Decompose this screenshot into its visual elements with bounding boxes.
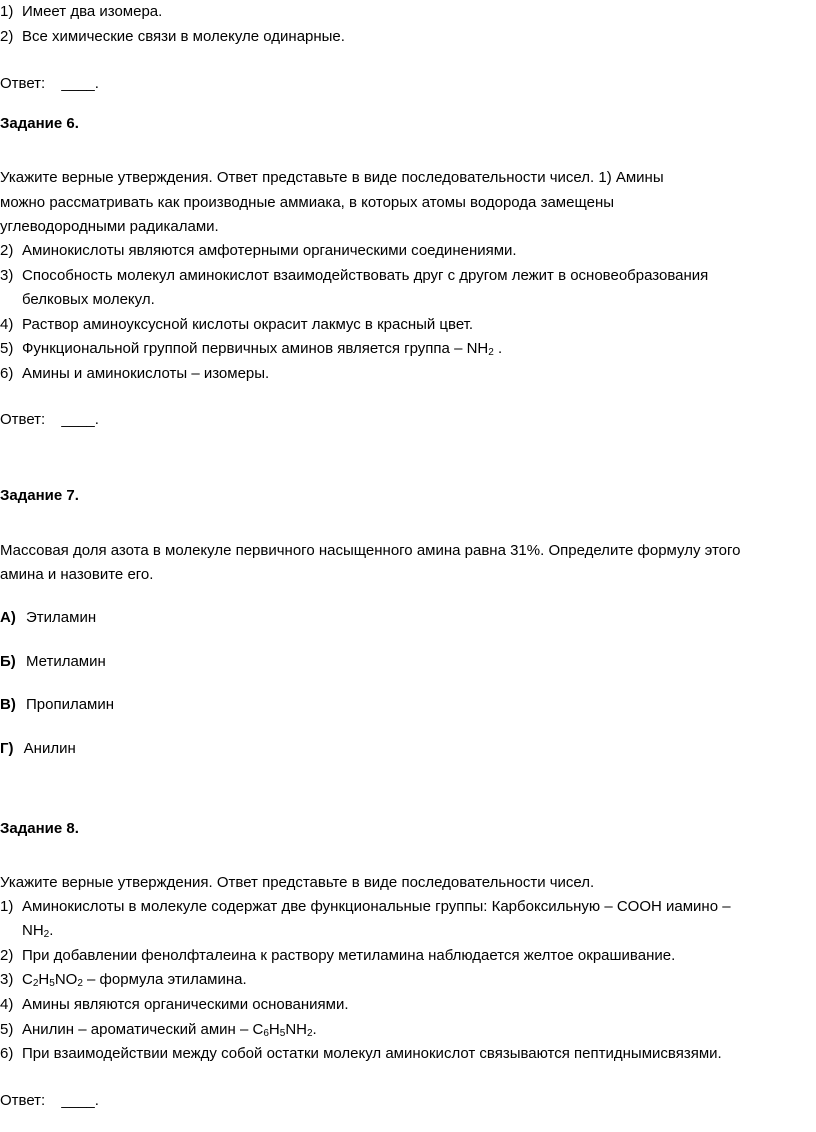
item-text: Способность молекул аминокислот взаимодействовать друг с другом лежит в основеобразования xyxy=(22,267,709,284)
formula-part: NO xyxy=(54,971,78,988)
option-item xyxy=(0,650,106,674)
subscript: 2 xyxy=(306,1028,313,1039)
subscript: 2 xyxy=(77,978,83,989)
subscript: 5 xyxy=(279,1028,286,1039)
item-number: 1) xyxy=(0,898,14,915)
subscript: 5 xyxy=(49,978,55,989)
item-number: 4) xyxy=(0,316,14,333)
answer-line xyxy=(0,408,99,432)
item-number: 6) xyxy=(0,365,14,382)
formula-part: C xyxy=(22,971,33,988)
item-text: Аминокислоты являются амфотерными органическими соединениями. xyxy=(22,242,517,259)
item-number: 2) xyxy=(0,242,14,259)
formula-part: NH xyxy=(285,1021,307,1038)
item-text xyxy=(22,968,247,992)
item-text: Амины и аминокислоты – изомеры. xyxy=(22,365,270,382)
task-8-prompt: Укажите верные утверждения. Ответ представьте в виде последовательности чисел. xyxy=(0,874,595,891)
text-part: . xyxy=(312,1021,317,1038)
task-6-title: Задание 6. xyxy=(0,115,79,132)
formula-part: H xyxy=(38,971,50,988)
item-text: При взаимодействии между собой остатки молекул аминокислот связываются пептиднымисвязями. xyxy=(22,1045,722,1062)
task-6-prompt: можно рассматривать как производные аммиака, в которых атомы водорода замещены xyxy=(0,194,615,211)
answer-label: Ответ: xyxy=(0,75,46,92)
item-text: Имеет два изомера. xyxy=(22,3,163,20)
answer-line xyxy=(0,72,99,96)
task-7-title: Задание 7. xyxy=(0,487,79,504)
item-text: Аминокислоты в молекуле содержат две функциональные группы: Карбоксильную – COOH иамино – xyxy=(22,898,731,915)
task-6-prompt: Укажите верные утверждения. Ответ представьте в виде последовательности чисел. 1) Амины xyxy=(0,169,664,186)
option-text: Этиламин xyxy=(26,609,97,626)
text-part: – формула этиламина. xyxy=(82,971,247,988)
item-number: 6) xyxy=(0,1045,14,1062)
task-8-title: Задание 8. xyxy=(0,820,79,837)
answer-blank: ____. xyxy=(61,411,99,428)
option-item xyxy=(0,606,96,630)
item-number: 3) xyxy=(0,971,14,988)
item-number: 5) xyxy=(0,1021,14,1038)
item-text: Амины являются органическими основаниями. xyxy=(22,996,349,1013)
option-letter: Г) xyxy=(0,740,14,757)
item-number: 3) xyxy=(0,267,14,284)
option-item xyxy=(0,693,114,717)
item-number: 2) xyxy=(0,947,14,964)
task-6-prompt: углеводородными радикалами. xyxy=(0,218,219,235)
subscript: 2 xyxy=(43,929,50,940)
answer-line xyxy=(0,1089,99,1113)
answer-label: Ответ: xyxy=(0,411,46,428)
task-7-prompt: амина и назовите его. xyxy=(0,566,154,583)
formula-part: H xyxy=(268,1021,280,1038)
option-letter: В) xyxy=(0,696,16,713)
item-text: Раствор аминоуксусной кислоты окрасит лакмус в красный цвет. xyxy=(22,316,474,333)
text-part: Анилин – ароматический амин – C xyxy=(22,1021,264,1038)
item-text: При добавлении фенолфталеина к раствору метиламина наблюдается желтое окрашивание. xyxy=(22,947,676,964)
item-text xyxy=(22,1018,317,1042)
item-number: 1) xyxy=(0,3,14,20)
item-text: белковых молекул. xyxy=(22,291,155,308)
text-part: . xyxy=(49,922,54,939)
answer-blank: ____. xyxy=(61,1092,99,1109)
option-item xyxy=(0,737,76,761)
answer-blank: ____. xyxy=(61,75,99,92)
option-letter: А) xyxy=(0,609,16,626)
item-text xyxy=(22,337,502,361)
answer-label: Ответ: xyxy=(0,1092,46,1109)
item-text: Все химические связи в молекуле одинарные. xyxy=(22,28,345,45)
option-text: Анилин xyxy=(23,740,76,757)
text-part: Функциональной группой первичных аминов является группа – NH xyxy=(22,340,489,357)
item-number: 5) xyxy=(0,340,14,357)
task-7-prompt: Массовая доля азота в молекуле первичного насыщенного амина равна 31%. Определите формулу этого xyxy=(0,542,741,559)
item-text xyxy=(22,919,53,943)
subscript: 2 xyxy=(32,978,39,989)
option-letter: Б) xyxy=(0,653,16,670)
item-number: 4) xyxy=(0,996,14,1013)
option-text: Пропиламин xyxy=(26,696,115,713)
subscript: 6 xyxy=(263,1028,269,1039)
subscript: 2 xyxy=(488,347,494,358)
option-text: Метиламин xyxy=(25,653,106,670)
text-part: NH xyxy=(22,922,44,939)
item-number: 2) xyxy=(0,28,14,45)
text-part: . xyxy=(493,340,503,357)
